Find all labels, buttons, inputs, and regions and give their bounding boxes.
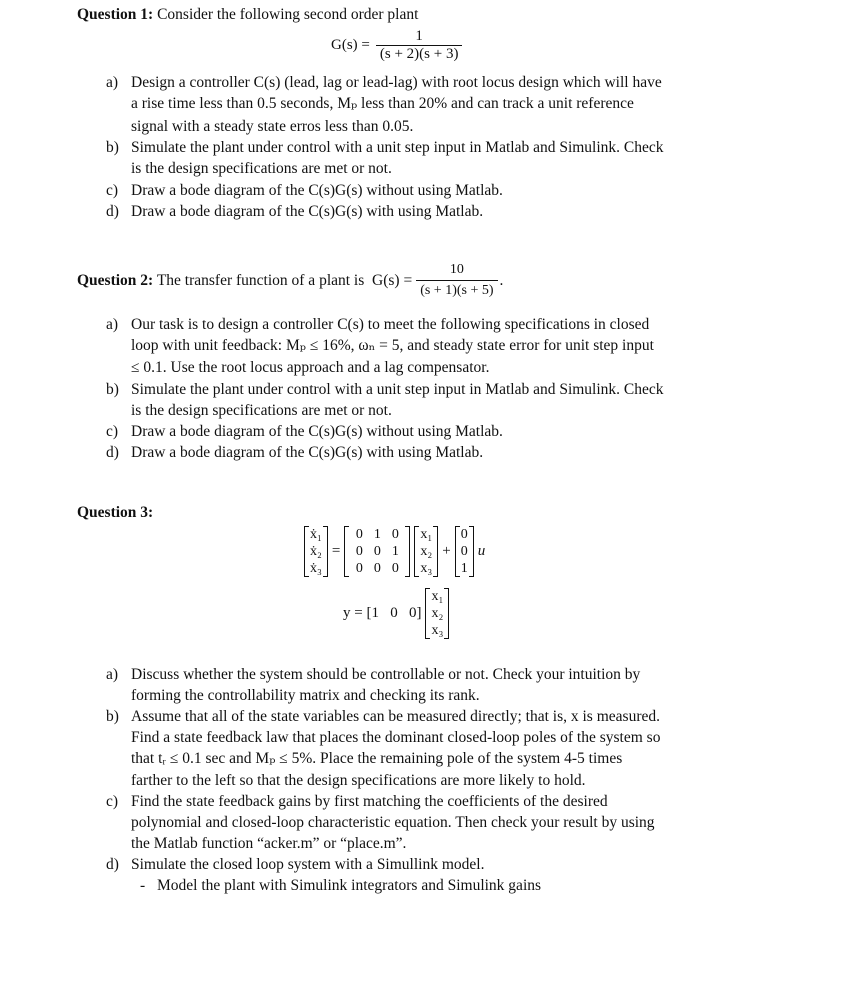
q3-bullet-text: Model the plant with Simulink integrators and Simulink gains [157, 877, 542, 894]
q2-eq-den: (s + 1)(s + 5) [416, 280, 497, 299]
q2-title: Question 2: [77, 271, 154, 289]
q3-item-line: Find a state feedback law that places the dominant closed-loop poles of the system so [131, 729, 661, 746]
q1-item-line: Draw a bode diagram of the C(s)G(s) with using Matlab. [131, 203, 484, 220]
q3-item-line: Assume that all of the state variables can be measured directly; that is, x is measured. [131, 708, 660, 725]
xdot-vector [304, 526, 328, 577]
q3-item-line: Discuss whether the system should be controllable or not. Check your intuition by [131, 666, 641, 683]
q3-item-label: a) [106, 666, 119, 683]
a-matrix-entry: 0 [391, 561, 399, 576]
q3-item-line: that tᵣ ≤ 0.1 sec and Mₚ ≤ 5%. Place the remaining pole of the system 4-5 times [131, 750, 623, 767]
q3-title: Question 3: [77, 504, 154, 521]
q2-item-line: ≤ 0.1. Use the root locus approach and a lag compensator. [131, 359, 490, 376]
a-matrix-entry: 0 [391, 527, 399, 542]
q3-item-line: the Matlab function “acker.m” or “place.m”. [131, 835, 407, 852]
input-u: u [477, 543, 486, 559]
q2-item-line: loop with unit feedback: Mₚ ≤ 16%, ωₙ = 5, and steady state error for unit step input [131, 337, 654, 354]
q2-heading [77, 262, 503, 299]
q2-item-label: b) [106, 381, 119, 398]
q2-item-line: Draw a bode diagram of the C(s)G(s) without using Matlab. [131, 423, 503, 440]
xdot-entry: ẋ₂ [310, 544, 322, 559]
x-entry: x₂ [420, 544, 433, 559]
q1-heading [77, 6, 418, 24]
q2-item-label: a) [106, 316, 119, 333]
q2-eq-num: 10 [449, 262, 464, 277]
q2-intro: The transfer function of a plant is G(s) = [153, 271, 413, 289]
b-entry: 1 [460, 561, 468, 576]
q1-item-label: b) [106, 139, 119, 156]
x-vector [414, 526, 438, 577]
q1-eq-num: 1 [415, 28, 423, 44]
q2-item-line: is the design specifications are met or not. [131, 402, 392, 419]
q3-item-line: Find the state feedback gains by first matching the coefficients of the desired [131, 793, 608, 810]
x-entry: x₃ [420, 561, 433, 576]
x-entry: x₁ [431, 589, 444, 604]
x-entry: x₃ [431, 623, 444, 638]
q1-item-line: is the design specifications are met or not. [131, 160, 392, 177]
a-matrix-entry: 0 [355, 544, 363, 559]
q2-eq-end: . [499, 271, 504, 289]
q1-item-line: Draw a bode diagram of the C(s)G(s) without using Matlab. [131, 182, 503, 199]
q1-eq-den: (s + 2)(s + 3) [376, 45, 463, 63]
equals-sign: = [331, 543, 341, 559]
plus-sign: + [442, 543, 451, 559]
x-entry: x₁ [420, 527, 433, 542]
a-matrix-entry: 0 [373, 561, 381, 576]
a-matrix [344, 526, 410, 577]
y-x-vector [425, 588, 449, 639]
q1-item-line: Design a controller C(s) (lead, lag or lead-lag) with root locus design which will have [131, 74, 662, 91]
q3-state-equation [304, 526, 485, 577]
q1-item-label: c) [106, 182, 119, 199]
q1-item-label: a) [106, 74, 119, 91]
a-matrix-entry: 0 [355, 527, 363, 542]
b-entry: 0 [460, 527, 468, 542]
q3-item-label: d) [106, 856, 119, 873]
b-entry: 0 [460, 544, 468, 559]
q1-fraction [376, 28, 463, 63]
x-entry: x₂ [431, 606, 444, 621]
q1-item-line: a rise time less than 0.5 seconds, Mₚ less than 20% and can track a unit reference [131, 95, 634, 112]
a-matrix-entry: 0 [373, 544, 381, 559]
q3-item-line: polynomial and closed-loop characteristic equation. Then check your result by using [131, 814, 655, 831]
xdot-entry: ẋ₃ [310, 561, 322, 576]
q3-item-line: Simulate the closed loop system with a Simullink model. [131, 856, 485, 873]
q1-eq-lhs: G(s) = [331, 37, 370, 53]
q3-item-label: b) [106, 708, 119, 725]
q1-title: Question 1: [77, 6, 154, 23]
a-matrix-entry: 1 [391, 544, 399, 559]
xdot-entry: ẋ₁ [310, 527, 322, 542]
q3-item-line: forming the controllability matrix and checking its rank. [131, 687, 480, 704]
q3-output-equation [343, 588, 449, 639]
b-vector [455, 526, 474, 577]
q2-item-label: c) [106, 423, 119, 440]
q1-item-line: Simulate the plant under control with a unit step input in Matlab and Simulink. Check [131, 139, 664, 156]
q3-bullet: - [140, 877, 146, 894]
q1-item-line: signal with a steady state erros less than 0.05. [131, 118, 414, 135]
q3-item-label: c) [106, 793, 119, 810]
q2-item-line: Draw a bode diagram of the C(s)G(s) with using Matlab. [131, 444, 484, 461]
q3-item-line: farther to the left so that the design specifications are more likely to hold. [131, 772, 586, 789]
q2-item-line: Our task is to design a controller C(s) to meet the following specifications in closed [131, 316, 650, 333]
q2-item-label: d) [106, 444, 119, 461]
output-lhs: y = [1 0 0] [343, 605, 422, 621]
a-matrix-entry: 0 [355, 561, 363, 576]
a-matrix-entry: 1 [373, 527, 381, 542]
q2-item-line: Simulate the plant under control with a unit step input in Matlab and Simulink. Check [131, 381, 664, 398]
q2-fraction [416, 262, 497, 299]
q1-item-label: d) [106, 203, 119, 220]
q1-intro: Consider the following second order plant [153, 6, 419, 23]
q1-equation [331, 28, 462, 63]
